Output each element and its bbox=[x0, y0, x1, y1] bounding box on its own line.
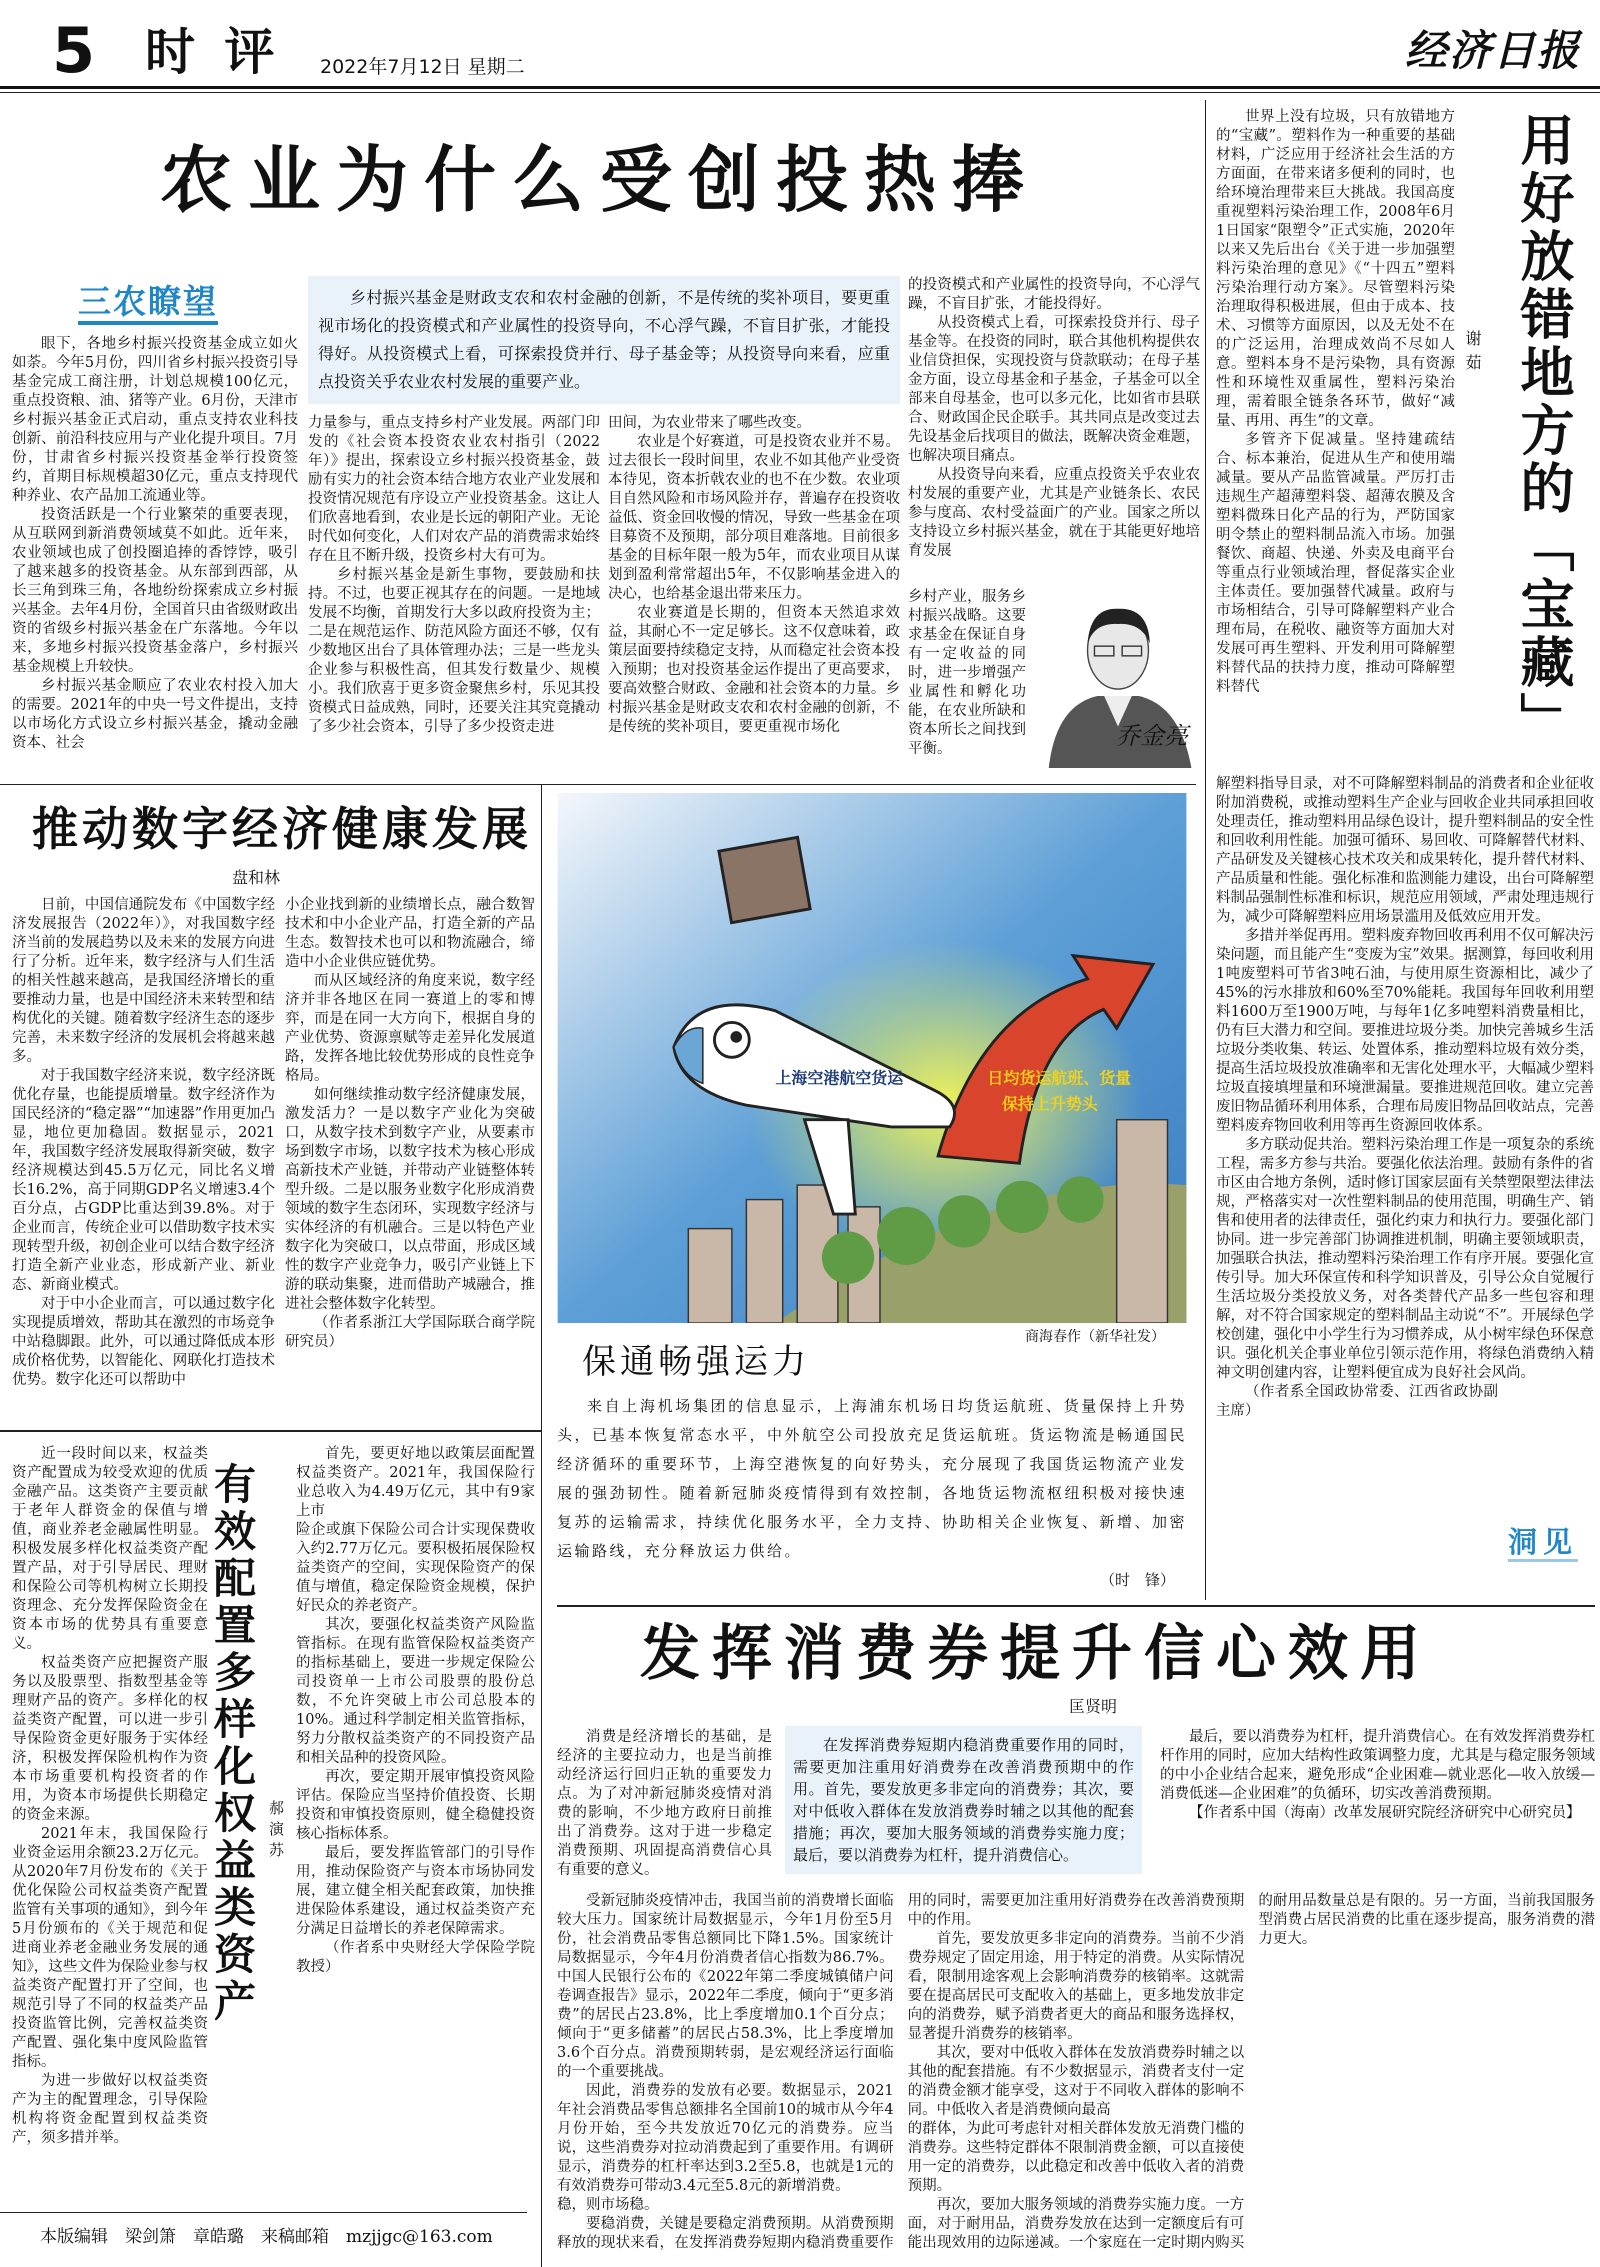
agri-highlight-box: 乡村振兴基金是财政支农和农村金融的创新，不是传统的奖补项目，要更重视市场化的投资模式和产业属性的投资导向，不心浮气躁，不盲目扩张，才能投得好。从投资模式上看，可探索投贷并行、母子基金等；从投资导向来看，应重点投资关乎农业农村发展的重要产业。 bbox=[308, 276, 900, 404]
paragraph: 日前，中国信通院发布《中国数字经济发展报告（2022年）》，对我国数字经济当前的发展趋势以及未来的发展方向进行了分析。近年来，数字经济与人们生活的相关性越来越高，是我国经济增长的重要推动力量，也是中国经济未来转型和结构优化的关键。随着数字经济生态的逐步完善，未来数字经济的发展机会将越来越多。 bbox=[12, 897, 275, 1065]
arrow-label-1: 日均货运航班、货量 bbox=[987, 1068, 1132, 1088]
author-note: （作者系浙江大学国际联合商学院研究员） bbox=[285, 1315, 535, 1350]
paragraph: 乡村振兴基金顺应了农业农村投入加大的需要。2021年的中央一号文件提出，支持以市场化方式设立乡村振兴基金，撬动金融资本、社会 bbox=[12, 678, 298, 751]
footer-editors: 本版编辑 梁剑箫 章皓璐 来稿邮箱 mzjjgc@163.com bbox=[40, 2227, 493, 2247]
digital-author: 盘和林 bbox=[232, 868, 281, 887]
plastic-headline: 用好放错地方的「宝藏」 bbox=[1512, 112, 1575, 750]
issue-date: 2022年7月12日 星期二 bbox=[320, 56, 525, 78]
paragraph: 近一段时间以来，权益类资产配置成为较受欢迎的优质金融产品。这类资产主要贡献于老年人群资金的保值与增值，商业养老金融属性明显。积极发展多样化权益类资产配置产品，对于引导居民、理财和保险公司等机构树立长期投资理念、充分发挥保险资金在资本市场的优势具有重要意义。 bbox=[12, 1446, 208, 1652]
paragraph: 因此，消费券的发放有必要。数据显示，2021年社会消费品零售总额排名全国前10的城市从今年4月份开始，至今共发放近70亿元的消费券。应当说，这些消费券对拉动消费起到了重要作用。有调研显示，消费券的杠杆率达到3.2至5.8，也就是1元的有效消费券可带动3.4元至5.8元的新增消费。 bbox=[557, 2083, 894, 2194]
paragraph: 田间，为农业带来了哪些改变。 bbox=[608, 415, 811, 431]
paragraph: 从投资模式上看，可探索投贷并行、母子基金等。在投资的同时，联合其他机构提供农业信贷担保，实现投资与贷款联动；在母子基金方面，设立母基金和子基金，子基金可以全部来自母基金，也可以多元化，比如省市县联合、财政国企民企联手。其共同点是改变过去先设基金后找项目的做法，既解决资金难题，也解决项目痛点。 bbox=[908, 315, 1200, 464]
paragraph: 多方联动促共治。塑料污染治理工作是一项复杂的系统工程，需多方参与共治。要强化依法治理。鼓励有条件的省市区由合地方条例，适时修订国家层面有关禁塑限塑法律法规，严格落实对一次性塑料制品的使用范围，明确生产、销售和使用者的法律责任，强化约束力和执行力。要强化部门协同。进一步完善部门协调推进机制，明确主要领域职责，加强联合执法，推动塑料污染治理工作有序开展。要强化宣传引导。加大环保宣传和科学知识普及，引导公众自觉履行生活垃圾分类投放义务，对各类替代产品多一些包容和理解，对不符合国家规定的塑料制品主动说“不”。开展绿色学校创建，强化中小学生行为习惯养成，从小树牢绿色环保意识。强化机关企事业单位引领示范作用，将绿色消费纳入精神文明创建内容，让塑料便宜成为良好社会风尚。 bbox=[1216, 1137, 1594, 1381]
column-divider bbox=[541, 785, 542, 2267]
author-signature: 乔金亮 bbox=[1116, 722, 1188, 750]
agri-column-2 bbox=[308, 414, 600, 737]
paragraph: 投资活跃是一个行业繁荣的重要表现，从互联网到新消费领域莫不如此。近年来，农业领域也成了创投圈追捧的香饽饽，吸引了越来越多的投资基金。从东部到西部，从长三角到珠三角，各地纷纷探索成立乡村振兴基金。去年4月份，全国首只由省级财政出资的省级乡村振兴基金在广东落地。今年以来，多地乡村振兴投资基金落户，乡村振兴基金规模上升较快。 bbox=[12, 507, 298, 675]
paragraph: 最后，要以消费券为杠杆，提升消费信心。在有效发挥消费券杠杆作用的同时，应加大结构性政策调整力度，尤其是与稳定服务领域的中小企业结合起来，避免形成“企业困难—就业恶化—收入放缓—消费低迷—企业困难”的负循环，切实改善消费预期。 bbox=[1160, 1729, 1595, 1802]
plastic-column-bottom bbox=[1216, 775, 1594, 1421]
paragraph: 来自上海机场集团的信息显示，上海浦东机场日均货运航班、货量保持上升势头，已基本恢复常态水平，中外航空公司投放充足货运航班。货运物流是畅通国民经济循环的重要环节，上海空港恢复的向好势头，充分展现了我国货运物流产业发展的强劲韧性。随着新冠肺炎疫情得到有效控制，各地货运物流枢纽积极对接快速复苏的运输需求，持续优化服务水平，全力支持、协助相关企业恢复、新增、加密运输路线，充分释放运力供给。 bbox=[557, 1397, 1188, 1560]
paragraph: 受新冠肺炎疫情冲击，我国当前的消费增长面临较大压力。国家统计局数据显示，今年1月份至5月份，社会消费品零售总额同比下降1.5%。国家统计局数据显示，今年4月份消费者信心指数为86.7%。中国人民银行公布的《2022年第二季度城镇储户问卷调查报告》显示，2022年二季度，倾向于“更多消费”的居民占23.8%，比上季度增加0.1个百分点；倾向于“更多储蓄”的居民占58.3%，比上季度增加3.6个百分点。消费预期转弱，是宏观经济运行面临的一个重要挑战。 bbox=[557, 1893, 894, 2080]
agri-column-3 bbox=[608, 414, 900, 737]
equity-author: 郝演苏 bbox=[267, 1800, 285, 1863]
cartoon-byline: （时 锋） bbox=[1100, 1571, 1176, 1589]
author-note: （作者系全国政协常委、江西省政协副主席） bbox=[1216, 1384, 1498, 1419]
paragraph: 首先，要更好地以政策层面配置权益类资产。2021年，我国保险行业总收入为4.49万亿元，其中有9家上市 bbox=[296, 1446, 535, 1519]
agri-headline: 农业为什么受创投热捧 bbox=[160, 137, 1041, 222]
equity-column-1 bbox=[12, 1445, 208, 2148]
paragraph: 眼下，各地乡村振兴投资基金成立如火如荼。今年5月份，四川省乡村振兴投资引导基金完成工商注册，计划总规模100亿元，重点投资粮、油、猪等产业。6月份，天津市乡村振兴基金正式启动，重点支持农业科技创新、前沿科技应用与产业化提升项目。7月份，甘肃省乡村振兴投资基金举行投资签约，首期目标规模超30亿元，重点支持现代种养业、农产品加工流通业等。 bbox=[12, 336, 298, 504]
author-note: 【作者系中国（海南）改革发展研究院经济研究中心研究员】 bbox=[1189, 1805, 1581, 1821]
column-tag-dongjian: 洞见 bbox=[1508, 1525, 1578, 1562]
paragraph: 如何继续推动数字经济健康发展，激发活力？一是以数字产业化为突破口，从数字技术到数字产业，从要素市场到数字市场，以数字技术为核心形成高新技术产业链，并带动产业链整体转型升级。二是以服务业数字化形成消费领域的数字生态闭环，实现数字经济与实体经济的有机融合。三是以特色产业数字化为突破口，以点带面，形成区域性的数字产业竞争力，吸引产业链上下游的联动集聚，进而借助产城融合，推进社会整体数字化转型。 bbox=[285, 1087, 535, 1312]
cargo-plane-cartoon-icon bbox=[557, 793, 1187, 1323]
voucher-column-a1 bbox=[557, 1728, 772, 1880]
digital-headline: 推动数字经济健康发展 bbox=[32, 802, 532, 856]
author-portrait bbox=[1038, 588, 1198, 768]
paragraph: 险企或旗下保险公司合计实现保费收入约2.77万亿元。要积极拓展保险权益类资产的空间，实现保险资产的保值与增值，稳定保险资金规模，保护好民众的养老资产。 bbox=[296, 1522, 535, 1614]
voucher-highlight-box: 在发挥消费券短期内稳消费重要作用的同时，需要更加注重用好消费券在改善消费预期中的作用。首先，要发放更多非定向的消费券；其次，要对中低收入群体在发放消费券时辅之以其他的配套措施；再次，要加大服务领域的消费券实施力度；最后，要以消费券为杠杆，提升消费信心。 bbox=[785, 1726, 1142, 1874]
section-rule bbox=[0, 784, 1196, 785]
column-tag-sannong: 三农瞭望 bbox=[78, 283, 218, 325]
paragraph: 再次，要定期开展审慎投资风险评估。保险应当坚持价值投资、长期投资和审慎投资原则，健全稳健投资核心指标体系。 bbox=[296, 1769, 535, 1842]
agri-column-1 bbox=[12, 335, 298, 753]
section-rule bbox=[557, 1605, 1595, 1607]
paragraph: 消费是经济增长的基础，是经济的主要拉动力，也是当前推动经济运行回归正轨的重要发力点。为了对冲新冠肺炎疫情对消费的影响，不少地方政府日前推出了消费券。这对于进一步稳定消费预期、巩固提高消费信心具有重要的意义。 bbox=[557, 1729, 772, 1878]
paragraph: 乡村产业，服务乡村振兴战略。这要求基金在保证自身有一定收益的同时，进一步增强产业属性和孵化功能，在农业所缺和资本所长之间找到平衡。 bbox=[908, 589, 1026, 757]
paragraph: 最后，要发挥监管部门的引导作用，推动保险资产与资本市场协同发展，建立健全相关配套政策，加快推进保险体系建设，通过权益类资产充分满足日益增长的养老保障需求。 bbox=[296, 1845, 535, 1937]
paragraph: 对于我国数字经济来说，数字经济既优化存量，也能提质增量。数字经济作为国民经济的“稳定器”“加速器”作用更加凸显，地位更加稳固。数据显示，2021年，我国数字经济发展取得新突破，数字经济规模达到45.5万亿元，同比名义增长16.2%，高于同期GDP名义增速3.4个百分点，占GDP比重达到39.8%。对于企业而言，传统企业可以借助数字技术实现转型升级，初创企业可以结合数字经济打造全新产业业态，形成新产业、新业态、新商业模式。 bbox=[12, 1068, 275, 1293]
voucher-body-columns bbox=[557, 1892, 1595, 2262]
paragraph: 稳，则市场稳。 bbox=[557, 2197, 659, 2213]
equity-headline: 有效配置多样化权益类资产 bbox=[208, 1462, 257, 2026]
arrow-label-2: 保持上升势头 bbox=[1001, 1094, 1098, 1114]
paragraph: 首先，要发放更多非定向的消费券。当前不少消费券规定了固定用途，用于特定的消费。从实际情况看，限制用途客观上会影响消费券的核销率。这就需要在提高居民可支配收入的基础上，更多地发放非定向的消费券，赋予消费者更大的商品和服务选择权，显著提升消费券的核销率。 bbox=[907, 1931, 1245, 2042]
paragraph: 力量参与，重点支持乡村产业发展。两部门印发的《社会资本投资农业农村指引（2022年）》提出，探索设立乡村振兴投资基金，鼓励有实力的社会资本结合地方农业产业发展和投资情况规范有序设立产业投资基金。这让人们欣喜地看到，农业是长远的朝阳产业。无论时代如何变化，人们对农产品的消费需求始终存在且不断升级，投资乡村大有可为。 bbox=[308, 415, 600, 564]
digital-column-1 bbox=[12, 896, 275, 1390]
paragraph: 其次，要强化权益类资产风险监管指标。在现有监管保险权益类资产的指标基础上，要进一步规定保险公司投资单一上市公司股票的股份总数，不允许突破上市公司总股本的10%。通过科学制定相关监管指标，努力分散权益类资产的不同投资产品和相关品种的投资风险。 bbox=[296, 1617, 535, 1766]
paragraph: 小企业找到新的业绩增长点，融合数智技术和中小企业产品，打造全新的产品生态。数智技术也可以和物流融合，缔造中小企业供应链优势。 bbox=[285, 897, 535, 970]
cartoon-illustration bbox=[557, 793, 1187, 1323]
digital-column-2 bbox=[285, 896, 535, 1352]
header-rule-thin bbox=[0, 92, 1600, 93]
section-title: 时 评 bbox=[145, 22, 281, 81]
paragraph: 乡村振兴基金是新生事物，要鼓励和扶持。不过，也要正视其存在的问题。一是地域发展不均衡，首期发行大多以政府投资为主；二是在规范运作、防范风险方面还不够，仅有少数地区出台了具体管理办法；三是一些龙头企业参与积极性高，但其发行数量少、规模小。我们欣喜于更多资金聚焦乡村，乐见其投资模式日益成熟，同时，还要关注其究竟撬动了多少社会资本，引导了多少投资走进 bbox=[308, 567, 600, 735]
voucher-author: 匡贤明 bbox=[1069, 1697, 1118, 1716]
paragraph: 再次，要加大服务领域的消费券实施力度。一方面，对于耐用品，消费券发放在达到一定额度后有可能出现效用的边际递减。一个家庭在一定时期内购买的耐用品数量总是有限的。另一方面，当前我国服务型消费占居民消费的比重在逐步提高，服务消费的潜力更大。 bbox=[907, 1893, 1595, 2251]
plane-label: 上海空港航空货运 bbox=[775, 1068, 904, 1088]
column-divider bbox=[1205, 100, 1206, 1600]
header-rule bbox=[0, 86, 1600, 89]
paragraph: 为进一步做好以权益类资产为主的配置理念，引导保险机构将资金配置到权益类资产，须多措并举。 bbox=[12, 2073, 208, 2146]
paragraph: 其次，要对中低收入群体在发放消费券时辅之以其他的配套措施。有不少数据显示，消费者支付一定的消费金额才能享受，这对于不同收入群体的影响不同。中低收入者是消费倾向最高 bbox=[907, 2045, 1245, 2118]
agri-column-4-narrow bbox=[908, 588, 1026, 759]
paragraph: 要稳消费，关键是要稳定消费预期。从消费预期释放的现状来看，在发挥消费券短期内稳消费重要作用的同时，需要更加注重用好消费券在改善消费预期中的作用。 bbox=[557, 1893, 1245, 2251]
paragraph: 2021年末，我国保险行业资金运用余额23.2万亿元。从2020年7月份发布的《关于优化保险公司权益类资产配置监管有关事项的通知》，到今年5月份颁布的《关于规范和促进商业养老金融业务发展的通知》，这些文件为保险业参与权益类资产配置打开了空间，也规范引导了不同的权益类产品投资监管比例，完善权益类资产配置、强化集中度风险监管指标。 bbox=[12, 1826, 208, 2070]
cartoon-credit: 商海春作（新华社发） bbox=[1025, 1329, 1165, 1345]
masthead-logo: 经济日报 bbox=[1405, 26, 1582, 75]
plastic-column-top bbox=[1216, 108, 1455, 697]
voucher-column-top-right bbox=[1160, 1728, 1595, 1823]
paragraph: 而从区域经济的角度来说，数字经济并非各地区在同一赛道上的零和博弈，而是在同一大方向下，根据自身的产业优势、资源禀赋等走差异化发展道路，发挥各地比较优势形成的良性竞争格局。 bbox=[285, 973, 535, 1084]
paragraph: 多措并举促再用。塑料废弃物回收再利用不仅可解决污染问题，而且能产生“变废为宝”效果。据测算，每回收利用1吨废塑料可节省3吨石油，与使用原生资源相比，减少了45%的污水排放和60%至70%能耗。我国每年回收利用塑料1600万至1900万吨，与每年1亿多吨塑料消费量相比，仍有巨大潜力和空间。要推进垃圾分类。加快完善城乡生活垃圾分类收集、转运、处置体系，推动塑料垃圾有效分类，提高生活垃圾投放准确率和无害化处理水平，大幅减少塑料垃圾直接填埋量和环境泄漏量。要推进规范回收。建立完善废旧物品循环利用体系，合理布局废旧物品回收站点，完善塑料废弃物回收利用等再生资源回收体系。 bbox=[1216, 928, 1594, 1134]
page-number: 5 bbox=[52, 14, 96, 87]
paragraph: 的投资模式和产业属性的投资导向，不心浮气躁，不盲目扩张，才能投得好。 bbox=[908, 277, 1200, 312]
voucher-headline: 发挥消费券提升信心效用 bbox=[640, 1619, 1432, 1689]
paragraph: 世界上没有垃圾，只有放错地方的“宝藏”。塑料作为一种重要的基础材料，广泛应用于经济社会生活的方方面面，在带来诸多便利的同时，也给环境治理带来巨大挑战。我国高度重视塑料污染治理工作，2008年6月1日国家“限塑令”正式实施，2020年以来又先后出台《关于进一步加强塑料污染治理的意见》《“十四五”塑料污染治理行动方案》。尽管塑料污染治理取得积极进展，但由于成本、技术、习惯等方面原因，以及无处不在的广泛运用，治理成效尚不尽如人意。塑料本身不是污染物，具有资源性和环境性双重属性，塑料污染治理，需着眼全链条各环节，做好“减量、再用、再生”的文章。 bbox=[1216, 109, 1455, 429]
footer-rule bbox=[0, 2212, 527, 2213]
paragraph: 对于中小企业而言，可以通过数字化实现提质增效，帮助其在激烈的市场竞争中站稳脚跟。此外，可以通过降低成本形成价格优势，以智能化、网联化打造技术优势。数字化还可以帮助中 bbox=[12, 1296, 275, 1388]
paragraph: 农业赛道是长期的，但资本天然追求效益，其耐心不一定足够长。这不仅意味着，政策层面要持续稳定支持，从而稳定社会资本投入预期；也对投资基金运作提出了更高要求，要高效整合财政、金融和社会资本的力量。乡村振兴基金是财政支农和农村金融的创新，不是传统的奖补项目，要更重视市场化 bbox=[608, 605, 900, 735]
cartoon-text bbox=[557, 1392, 1187, 1566]
paragraph: 解塑料指导目录，对不可降解塑料制品的消费者和企业征收附加消费税，或推动塑料生产企业与回收企业共同承担回收处理责任，推动塑料用品绿色设计，提升塑料制品的安全性和回收利用性能。加强可循环、易回收、可降解替代材料、产品研发及关键核心技术攻关和成果转化，提升替代材料、产品质量和性能。强化标准和监测能力建设，出台可降解塑料制品强制性标准和标识，规范应用领域，严肃处理违规行为，减少可降解塑料应用场景滥用及低效应用开发。 bbox=[1216, 776, 1594, 925]
paragraph: 农业是个好赛道，可是投资农业并不易。过去很长一段时间里，农业不如其他产业受资本待见，资本折戟农业的也不在少数。农业项目自然风险和市场风险并存，普遍存在投资收益低、资金回收慢的情况，导致一些基金在项目募资不及预期，部分项目难落地。目前很多基金的目标年限一般为5年，而农业项目从谋划到盈利常常超出5年，不仅影响基金进入的决心，也给基金退出带来压力。 bbox=[608, 434, 900, 602]
author-note: （作者系中央财经大学保险学院教授） bbox=[296, 1940, 535, 1975]
equity-column-2 bbox=[296, 1445, 535, 1977]
agri-column-4 bbox=[908, 276, 1200, 561]
plastic-author: 谢茹 bbox=[1463, 330, 1482, 378]
section-rule bbox=[0, 1430, 541, 1432]
paragraph: 多管齐下促减量。坚持建疏结合、标本兼治，促进从生产和使用端减量。要从产品监管减量。严厉打击违规生产超薄塑料袋、超薄农膜及含塑料微珠日化产品的行为，严防国家明令禁止的塑料制品流入市场。加强餐饮、商超、快递、外卖及电商平台等重点行业领域治理，督促落实企业主体责任。要加强替代减量。政府与市场相结合，引导可降解塑料产业合理布局，在税收、融资等方面加大对发展可再生塑料、开发利用可降解塑料替代品的扶持力度，推动可降解塑料替代 bbox=[1216, 432, 1455, 695]
cartoon-title: 保通畅强运力 bbox=[582, 1342, 810, 1382]
paragraph: 从投资导向来看，应重点投资关乎农业农村发展的重要产业，尤其是产业链条长、农民参与度高、农村受益面广的产业。国家之所以支持设立乡村振兴基金，就在于其能更好地培育发展 bbox=[908, 467, 1200, 559]
paragraph: 权益类资产应把握资产服务以及股票型、指数型基金等理财产品的资产。多样化的权益类资产配置，可以进一步引导保险资金更好服务于实体经济，积极发挥保险机构作为资本市场重要机构投资者的作用，为资本市场提供长期稳定的资金来源。 bbox=[12, 1655, 208, 1823]
paragraph: 的群体，为此可考虑针对相关群体发放无消费门槛的消费券。这些特定群体不限制消费金额，可以直接使用一定的消费券，以此稳定和改善中低收入者的消费预期。 bbox=[907, 2121, 1245, 2194]
